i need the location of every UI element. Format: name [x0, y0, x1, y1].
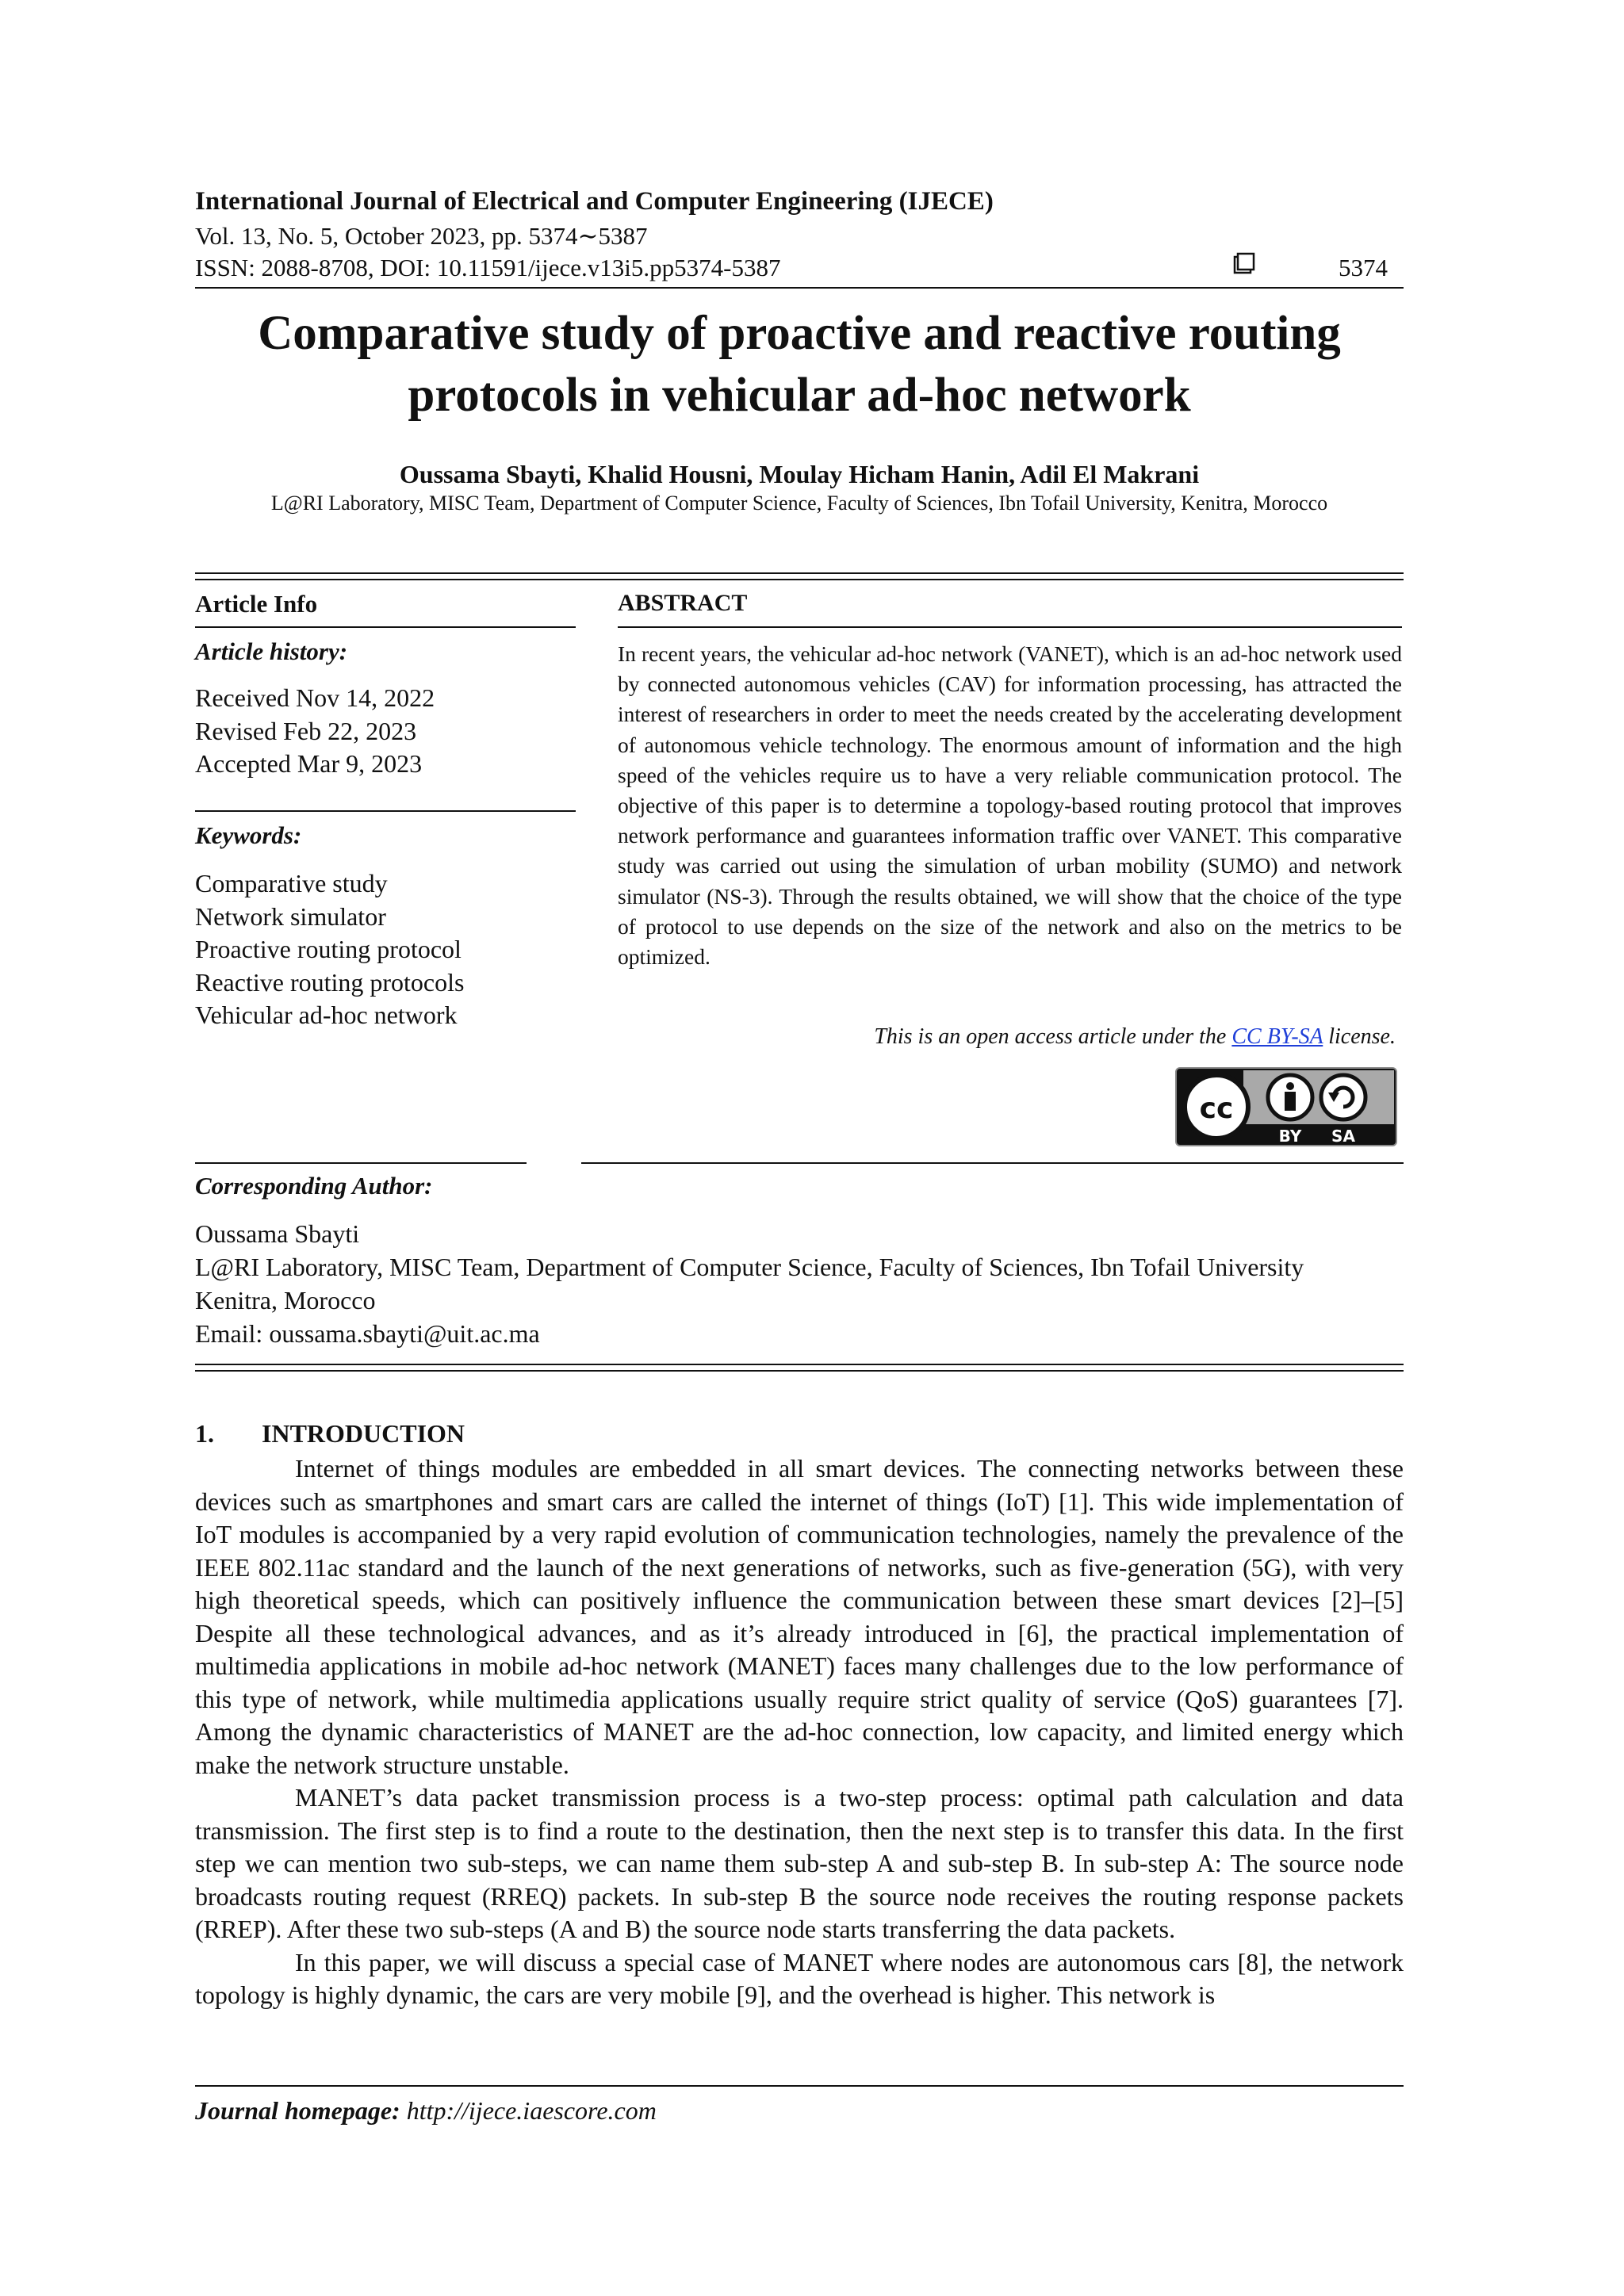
- article-history: [195, 682, 435, 781]
- section-heading-introduction: [195, 1419, 465, 1448]
- footer-rule: [195, 2085, 1404, 2087]
- article-info-heading: Article Info: [195, 590, 318, 618]
- corr-bottom-rule-1: [195, 1364, 1404, 1365]
- info-top-rule-2: [195, 579, 1404, 580]
- abstract-heading: ABSTRACT: [618, 590, 748, 616]
- abstract-rule: [618, 626, 1402, 628]
- abstract-text: In recent years, the vehicular ad-hoc network (VANET), which is an ad-hoc network used by connected autonomous vehicles (CAV) for information processing, has attracted the interest of researchers in order to meet the needs created by the accelerating development of autonomous vehicle technology. The enormous amount of information and the high speed of the vehicles require us to have a very reliable communication protocol. The objective of this paper is to determine a topology-based routing protocol that improves network performance and guarantees information traffic over VANET. This comparative study was carried out using the simulation of urban mobility (SUMO) and network simulator (NS-3). Through the results obtained, we will show that the choice of the type of protocol to use depends on the size of the network and also on the metrics to be optimized.: [618, 641, 1402, 970]
- license-prefix: This is an open access article under the: [874, 1024, 1232, 1049]
- corr-left-rule: [195, 1162, 527, 1164]
- keyword-item: Network simulator: [195, 901, 386, 931]
- keywords-heading: Keywords:: [195, 821, 302, 849]
- section-number: 1.: [195, 1419, 214, 1448]
- license-suffix: license.: [1323, 1024, 1396, 1049]
- page-number: 5374: [1339, 254, 1388, 281]
- corr-right-rule: [581, 1162, 1404, 1164]
- corresponding-name: Oussama Sbayti: [195, 1219, 360, 1248]
- history-revised: Revised Feb 22, 2023: [195, 716, 417, 745]
- article-info-rule: [195, 626, 576, 628]
- keywords-rule: [195, 810, 576, 812]
- paragraph: In this paper, we will discuss a special case of MANET where nodes are autonomous cars [8], the network topology is highly dynamic, the cars are very mobile [9], and the overhead is higher. This network is: [195, 1947, 1404, 2009]
- journal-name: International Journal of Electrical and Computer Engineering (IJECE): [195, 187, 994, 216]
- history-received: Received Nov 14, 2022: [195, 683, 435, 712]
- history-accepted: Accepted Mar 9, 2023: [195, 749, 423, 778]
- square-icon: [1233, 252, 1255, 274]
- journal-homepage: [195, 2096, 657, 2126]
- title-line-2: protocols in vehicular ad-hoc network: [408, 369, 1191, 422]
- corresponding-author-heading: Corresponding Author:: [195, 1172, 433, 1200]
- badge-sa-label: SA: [1331, 1127, 1355, 1146]
- corresponding-city: Kenitra, Morocco: [195, 1286, 376, 1314]
- keywords-list: [195, 867, 464, 1032]
- paragraph: MANET’s data packet transmission process is a two-step process: optimal path calculation and data transmission. The first step is to find a route to the destination, then the next step is to transfer this data. In the first step we can mention two sub-steps, we can name them sub-step A and sub-step B. In sub-step A: The source node broadcasts routing request (RREQ) packets. In sub-step B the source node receives the routing response packets (RREP). After these two sub-steps (A and B) the source node starts transferring the data packets.: [195, 1783, 1404, 1943]
- license-statement: [618, 1024, 1396, 1050]
- cc-icon: cc: [1199, 1093, 1234, 1125]
- keyword-item: Reactive routing protocols: [195, 967, 465, 997]
- keyword-item: Vehicular ad-hoc network: [195, 1001, 458, 1029]
- corr-bottom-rule-2: [195, 1370, 1404, 1372]
- header-rule: [195, 287, 1404, 289]
- issn-doi: ISSN: 2088-8708, DOI: 10.11591/ijece.v13i5.pp5374-5387: [195, 254, 781, 281]
- title-line-1: Comparative study of proactive and reactive routing: [258, 307, 1341, 360]
- corresponding-affiliation: L@RI Laboratory, MISC Team, Department of Computer Science, Faculty of Sciences, Ibn Tofail University: [195, 1253, 1304, 1281]
- paragraph: Internet of things modules are embedded in all smart devices. The connecting networks between these devices such as smartphones and smart cars are called the internet of things (IoT) [1]. This wide implementation of IoT modules is accompanied by a very rapid evolution of communication technologies, namely the prevalence of the IEEE 802.11ac standard and the launch of the next generations of networks, such as five-generation (5G), with very high theoretical speeds, which can positively influence the communication between these smart devices [2]–[5] Despite all these technological advances, and as it’s already introduced in [6], the practical implementation of multimedia applications in mobile ad-hoc network (MANET) faces many challenges due to the low performance of this type of network, while multimedia applications usually require strict quality of service (QoS) guarantees [7]. Among the dynamic characteristics of MANET are the ad-hoc connection, low capacity, and limited energy which make the network structure unstable.: [195, 1454, 1404, 1779]
- section-title: INTRODUCTION: [262, 1419, 465, 1448]
- info-top-rule-1: [195, 572, 1404, 574]
- by-person-icon: [1286, 1082, 1294, 1090]
- keyword-item: Proactive routing protocol: [195, 935, 462, 963]
- keyword-item: Comparative study: [195, 869, 388, 897]
- cc-by-sa-link[interactable]: CC BY-SA: [1231, 1024, 1323, 1049]
- article-history-heading: Article history:: [195, 637, 348, 665]
- corresponding-email: Email: oussama.sbayti@uit.ac.ma: [195, 1319, 540, 1348]
- affiliation: L@RI Laboratory, MISC Team, Department of Computer Science, Faculty of Sciences, Ibn Tofail University, Kenitra, Morocco: [270, 492, 1328, 515]
- introduction-body: [195, 1452, 1404, 2012]
- paper-title: [195, 303, 1404, 427]
- volume-info: Vol. 13, No. 5, October 2023, pp. 5374∼5387: [195, 222, 648, 250]
- cc-by-sa-badge[interactable]: [1175, 1067, 1397, 1146]
- authors: Oussama Sbayti, Khalid Housni, Moulay Hicham Hanin, Adil El Makrani: [399, 460, 1200, 488]
- homepage-label: Journal homepage:: [195, 2096, 400, 2125]
- homepage-url[interactable]: http://ijece.iaescore.com: [406, 2096, 657, 2125]
- badge-by-label: BY: [1278, 1127, 1302, 1146]
